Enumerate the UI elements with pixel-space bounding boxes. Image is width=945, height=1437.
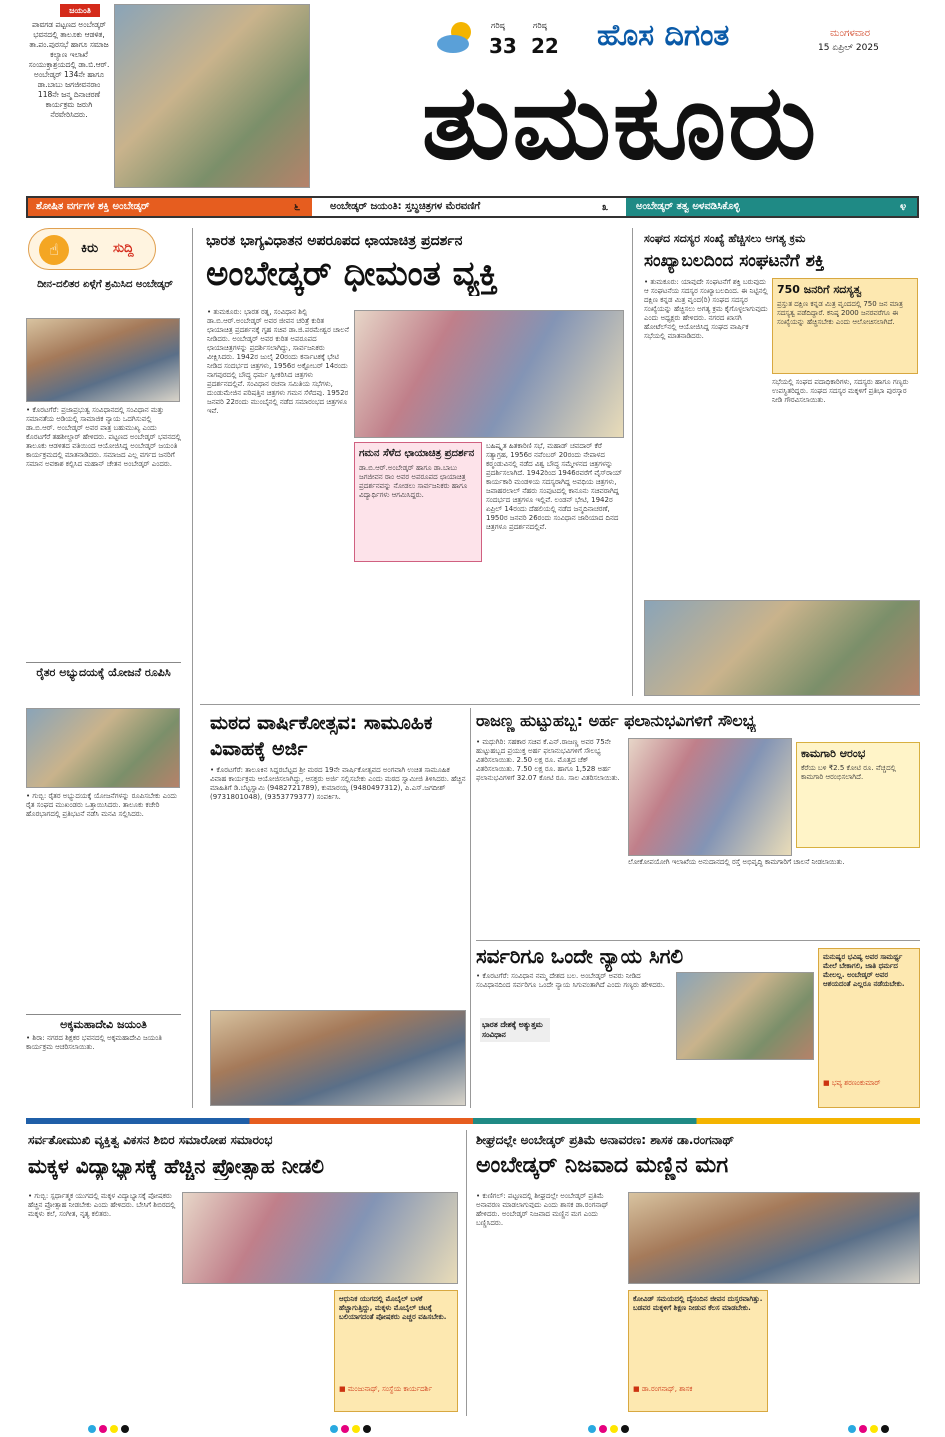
kirusuddi-b2: • ಗುಬ್ಬಿ: ರೈತರ ಅಭ್ಯುದಯಕ್ಕೆ ಯೋಜನೆಗಳನ್ನು ರೂಪಿಸಬೇಕು ಎಂದು ರೈತ ಸಂಘದ ಮುಖಂಡರು ಒತ್ತಾಯಿಸಿದರು. ತಾಲೂಕು ಕಚೇರಿ ಹೊರಭಾಗದಲ್ಲಿ ಪ್ರತಿಭಟನೆ ನಡೆಸಿ ಮನವಿ ಸಲ್ಲಿಸಿದರು. xyxy=(26,792,177,818)
kirusuddi-logo xyxy=(28,228,156,270)
school-headline: ಮಕ್ಕಳ ವಿದ್ಯಾಭ್ಯಾಸಕ್ಕೆ ಹೆಚ್ಚಿನ ಪ್ರೋತ್ಸಾಹ ನೀಡಲಿ xyxy=(28,1154,325,1178)
school-box-by: ■ ಮಂಜುನಾಥ್, ಸಂಸ್ಥೆಯ ಕಾರ್ಯದರ್ಶಿ xyxy=(339,1385,433,1393)
temp-min: 22 xyxy=(531,34,559,58)
right-headline: ಸಂಖ್ಯಾಬಲದಿಂದ ಸಂಘಟನೆಗೆ ಶಕ್ತಿ xyxy=(644,251,825,271)
main-box-body: ಡಾ.ಬಿ.ಆರ್.ಅಂಬೇಡ್ಕರ್ ಹಾಗೂ ಡಾ.ಬಾಬು ಜಗಜೀವನ ರಾಂ ಅವರ ಅಪರೂಪದ ಛಾಯಾಚಿತ್ರ ಪ್ರದರ್ಶನವನ್ನು ನೋಡಲು ಸಾರ್ವಜನಿಕರು ಹಾಗೂ ವಿದ್ಯಾರ್ಥಿಗಳು ಆಗಮಿಸಿದ್ದರು. xyxy=(359,464,468,499)
statue-headline: ಅಂಬೇಡ್ಕರ್ ನಿಜವಾದ ಮಣ್ಣಿನ ಮಗ xyxy=(476,1153,729,1178)
right-photo xyxy=(644,600,920,696)
nyaya-quote-by: ■ ಭವ್ಯ ಶರಣಂಕುಮಾರ್ xyxy=(823,1079,881,1087)
main-body: • ತುಮಕೂರು: ಭಾರತ ರತ್ನ, ಸಂವಿಧಾನ ಶಿಲ್ಪಿ ಡಾ.ಬಿ.ಆರ್.ಅಂಬೇಡ್ಕರ್ ಅವರ ಜೀವನ ಚರಿತ್ರೆ ಕುರಿತ ಛಾಯಾಚಿತ್ರ ಪ್ರದರ್ಶನಕ್ಕೆ ಗೃಹ ಸಚಿವ ಡಾ.ಜಿ.ಪರಮೇಶ್ವರ ಚಾಲನೆ ನೀಡಿದರು. ಅಂಬೇಡ್ಕರ್ ಅವರ ಕುರಿತ ಅಪರೂಪದ ಛಾಯಾಚಿತ್ರಗಳನ್ನು ಪ್ರದರ್ಶಿಸಲಾಗಿದ್ದು, ಸಾರ್ವಜನಿಕರು ವೀಕ್ಷಿಸಿದರು. 1942ರ ಜುಲೈ 20ರಂದು ಕರ್ನಾಟಕಕ್ಕೆ ಭೇಟಿ ನೀಡಿದ ಸಂದರ್ಭದ ಚಿತ್ರಗಳು, 1956ರ ಅಕ್ಟೋಬರ್ 14ರಂದು ನಾಗಪುರದಲ್ಲಿ ಬೌದ್ಧ ಧರ್ಮ ಸ್ವೀಕರಿಸಿದ ಚಿತ್ರಗಳು ಪ್ರದರ್ಶನದಲ್ಲಿವೆ. ಸಂವಿಧಾನ ರಚನಾ ಸಮಿತಿಯ ಸಭೆಗಳು, ದುಂಡುಮೇಜಿನ ಪರಿಷತ್ತಿನ ಚಿತ್ರಗಳು ಗಮನ ಸೆಳೆದವು. 1952ರ ಜನವರಿ 22ರಂದು ಮುಂಬೈನಲ್ಲಿ ನಡೆದ ಸಮಾರಂಭದ ಚಿತ್ರಗಳೂ ಇವೆ. xyxy=(207,308,349,415)
registration-dots-mid xyxy=(330,1418,374,1437)
nav-bar xyxy=(26,196,919,218)
main-box-title: ಗಮನ ಸೆಳೆದ ಛಾಯಾಚಿತ್ರ ಪ್ರದರ್ಶನ xyxy=(359,448,475,459)
right-box-body: ಪ್ರಸ್ತುತ ದಕ್ಷಿಣ ಕನ್ನಡ ಮಿತ್ರ ವೃಂದದಲ್ಲಿ 750 ಜನ ಮಾತ್ರ ಸದಸ್ಯತ್ವ ಪಡೆದಿದ್ದಾರೆ. ಕನಿಷ್ಠ 2000 ಜನರವರೆಗೂ ಈ ಸಂಖ್ಯೆಯನ್ನು ಹೆಚ್ಚಿಸಬೇಕು ಎಂದು ಆಲೋಚಿಸಲಾಗಿದೆ. xyxy=(777,300,903,326)
registration-dots-left xyxy=(88,1418,132,1437)
nav-item-1-page: ೬ xyxy=(294,200,301,213)
nyaya-photo xyxy=(676,972,814,1060)
kirusuddi-b1: • ಕೊರಟಗೆರೆ: ಪ್ರಜಾಪ್ರಭುತ್ವ ಸಂವಿಧಾನದಲ್ಲಿ ಸಂವಿಧಾನ ಮತ್ತು ಸಮಾನತೆಯ ಅಡಿಯಲ್ಲಿ ಸಾಮಾಜಿಕ ನ್ಯಾಯ ಒದಗಿಸುವಲ್ಲಿ ಡಾ.ಬಿ.ಆರ್. ಅಂಬೇಡ್ಕರ್ ಅವರ ಪಾತ್ರ ಬಹುಮುಖ್ಯ ಎಂದು ಕೊರಟಗೆರೆ ತಹಶೀಲ್ದಾರ್ ಹೇಳಿದರು. ಪಟ್ಟಣದ ಅಂಬೇಡ್ಕರ್ ಭವನದಲ್ಲಿ ತಾಲೂಕು ಆಡಳಿತದ ವತಿಯಿಂದ ಆಯೋಜಿಸಿದ್ದ ಅಂಬೇಡ್ಕರ್ ಜಯಂತಿ ಕಾರ್ಯಕ್ರಮದಲ್ಲಿ ಮಾತನಾಡಿದರು. ಸಮಾಜದ ಎಲ್ಲ ವರ್ಗದ ಜನರಿಗೆ ಸಮಾನ ಅವಕಾಶ ಕಲ್ಪಿಸಿದ ಮಹಾನ್ ಚೇತನ ಅಂಬೇಡ್ಕರ್ ಎಂದರು. xyxy=(26,406,181,468)
kirusuddi-h2: ರೈತರ ಅಭ್ಯುದಯಕ್ಕೆ ಯೋಜನೆ ರೂಪಿಸಿ xyxy=(26,662,181,680)
registration-dots-far-right xyxy=(848,1418,892,1437)
main-headline: ಅಂಬೇಡ್ಕರ್ ಧೀಮಂತ ವ್ಯಕ್ತಿ xyxy=(206,254,498,294)
temp-max: 33 xyxy=(489,34,517,58)
row-rule-1 xyxy=(200,704,920,705)
main-body-2: ಬಹಿಷ್ಕೃತ ಹಿತಕಾರಿಣಿ ಸಭೆ, ಮಹಾಡ್ ಚವದಾರ್ ಕೆರೆ ಸತ್ಯಾಗ್ರಹ, 1956ರ ನವೆಂಬರ್ 20ರಂದು ನೇಪಾಳದ ಕಠ್ಮಂಡುವಿನಲ್ಲಿ ನಡೆದ ವಿಶ್ವ ಬೌದ್ಧ ಸಮ್ಮೇಳನದ ಚಿತ್ರಗಳನ್ನು ಪ್ರದರ್ಶಿಸಲಾಗಿದೆ. 1942ರಿಂದ 1946ರವರೆಗೆ ವೈಸ್‌ರಾಯ್ ಕಾರ್ಯಕಾರಿ ಮಂಡಳಿಯ ಸದಸ್ಯರಾಗಿದ್ದ ಅವಧಿಯ ಚಿತ್ರಗಳು, ಜವಾಹರಲಾಲ್ ನೆಹರು ಸಂಪುಟದಲ್ಲಿ ಕಾನೂನು ಸಚಿವರಾಗಿದ್ದ ಸಂದರ್ಭದ ಚಿತ್ರಗಳೂ ಇಲ್ಲಿವೆ. ಲಂಡನ್ ಭೇಟಿ, 1942ರ ಏಪ್ರಿಲ್ 14ರಂದು ದೆಹಲಿಯಲ್ಲಿ ನಡೆದ ಜನ್ಮದಿನಾಚರಣೆ, 1950ರ ಜನವರಿ 26ರಂದು ಸಂವಿಧಾನ ಜಾರಿಯಾದ ದಿನದ ಚಿತ್ರಗಳೂ ಪ್ರದರ್ಶನದಲ್ಲಿವೆ. xyxy=(486,442,623,531)
paper-name: ಹೊಸ ದಿಗಂತ xyxy=(597,18,730,53)
nyaya-quote: ಮನುಷ್ಯರ ಭವಿಷ್ಯ ಅವರ ಸಾಮರ್ಥ್ಯ ಮೇಲೆ ಬೇಕಾಗಲಿ, ಜಾತಿ ಧರ್ಮದ ಮೇಲಲ್ಲ. ಅಂಬೇಡ್ಕರ್ ಅವರ ಆಶಯದಂತೆ ಎಲ್ಲರೂ ನಡೆಯಬೇಕು. xyxy=(823,953,905,988)
kirusuddi-b3: • ಶಿರಾ: ನಗರದ ಶಿಕ್ಷಕರ ಭವನದಲ್ಲಿ ಅಕ್ಕಮಹಾದೇವಿ ಜಯಂತಿ ಕಾರ್ಯಕ್ರಮ ಆಚರಿಸಲಾಯಿತು. xyxy=(26,1034,162,1051)
right-box-title: 750 ಜನರಿಗೆ ಸದಸ್ಯತ್ವ xyxy=(777,283,862,296)
color-separator xyxy=(26,1118,920,1124)
nav-item-3-page: ೪ xyxy=(900,200,907,213)
rajanna-info-box xyxy=(796,742,920,848)
city-title: ತುಮಕೂರು xyxy=(421,61,819,183)
rajanna-box-title: ಕಾಮಗಾರಿ ಆರಂಭ xyxy=(801,747,866,760)
kirusuddi-photo-1 xyxy=(26,318,180,402)
weather-icon xyxy=(435,18,483,56)
nyaya-headline: ಸರ್ವರಿಗೂ ಒಂದೇ ನ್ಯಾಯ ಸಿಗಲಿ xyxy=(476,940,920,969)
nav-item-1[interactable]: ಶೋಷಿತ ವರ್ಗಗಳ ಶಕ್ತಿ ಅಂಬೇಡ್ಕರ್ xyxy=(28,198,312,216)
statue-photo xyxy=(628,1192,920,1284)
statue-info-box xyxy=(628,1290,768,1412)
right-body-2: ಸಭೆಯಲ್ಲಿ ಸಂಘದ ಪದಾಧಿಕಾರಿಗಳು, ಸದಸ್ಯರು ಹಾಗೂ ಗಣ್ಯರು ಉಪಸ್ಥಿತರಿದ್ದರು. ಸಂಘದ ಸದಸ್ಯರ ಮಕ್ಕಳಿಗೆ ಪ್ರತಿಭಾ ಪುರಸ್ಕಾರ ನೀಡಿ ಗೌರವಿಸಲಾಯಿತು. xyxy=(772,378,909,404)
main-info-box xyxy=(354,442,482,562)
kirusuddi-h3: ಅಕ್ಕಮಹಾದೇವಿ ಜಯಂತಿ xyxy=(26,1014,181,1032)
statue-box-body: ಕೋವಿಡ್ ಸಮಯದಲ್ಲಿ ದೈನಂದಿನ ಜೀವನ ದುಸ್ತರವಾಗಿತ್ತು. ಬಡವರ ಮಕ್ಕಳಿಗೆ ಶಿಕ್ಷಣ ನೀಡುವ ಕೆಲಸ ಮಾಡಬೇಕು. xyxy=(633,1295,763,1312)
column-rule-bottom xyxy=(466,1130,467,1416)
school-body: • ಗುಬ್ಬಿ: ಸ್ಪರ್ಧಾತ್ಮಕ ಯುಗದಲ್ಲಿ ಮಕ್ಕಳ ವಿದ್ಯಾಭ್ಯಾಸಕ್ಕೆ ಪೋಷಕರು ಹೆಚ್ಚಿನ ಪ್ರೋತ್ಸಾಹ ನೀಡಬೇಕು ಎಂದು ಹೇಳಿದರು. ಬೇಸಿಗೆ ಶಿಬಿರದಲ್ಲಿ ಮಕ್ಕಳು ಕಲೆ, ಸಂಗೀತ, ನೃತ್ಯ ಕಲಿತರು. xyxy=(28,1192,176,1218)
nyaya-body: • ಕೊರಟಗೆರೆ: ಸಂವಿಧಾನ ನಮ್ಮ ದೇಶದ ಬಲ. ಅಂಬೇಡ್ಕರ್ ಅವರು ನೀಡಿದ ಸಂವಿಧಾನದಿಂದ ಸರ್ವರಿಗೂ ಒಂದೇ ನ್ಯಾಯ ಸಿಗುವಂತಾಗಿದೆ ಎಂದು ಗಣ್ಯರು ಹೇಳಿದರು. xyxy=(476,972,665,989)
temp-max-label: ಗರಿಷ್ಠ xyxy=(491,21,505,30)
mata-body: • ಕೊರಟಗೆರೆ: ತಾಲೂಕಿನ ಸಿದ್ದರಬೆಟ್ಟದ ಶ್ರೀ ಮಠದ 19ನೇ ವಾರ್ಷಿಕೋತ್ಸವದ ಅಂಗವಾಗಿ ಉಚಿತ ಸಾಮೂಹಿಕ ವಿವಾಹ ಕಾರ್ಯಕ್ರಮ ಆಯೋಜಿಸಲಾಗಿದ್ದು, ಆಸಕ್ತರು ಅರ್ಜಿ ಸಲ್ಲಿಸಬೇಕು ಎಂದು ಮಠದ ಸ್ವಾಮೀಜಿ ತಿಳಿಸಿದರು. ಹೆಚ್ಚಿನ ಮಾಹಿತಿಗೆ ಡಿ.ಬೆಟ್ಟಸ್ವಾಮಿ (9482721789), ಕುಮಾರಯ್ಯ (9480497312), ಪಿ.ಎಸ್.ಜಗದೀಶ್ (9731801048), (9353779377) ಸಂಪರ್ಕಿಸಿ. xyxy=(210,766,466,801)
jayanti-tag: ಜಯಂತಿ xyxy=(60,4,100,17)
kirusuddi-logo-a: ಕಿರು xyxy=(81,241,99,256)
kirusuddi-photo-2 xyxy=(26,708,180,788)
rajanna-body-2: ಲೋಕೋಪಯೋಗಿ ಇಲಾಖೆಯ ಅನುದಾನದಲ್ಲಿ ರಸ್ತೆ ಅಭಿವೃದ್ಧಿ ಕಾಮಗಾರಿಗೆ ಚಾಲನೆ ನೀಡಲಾಯಿತು. xyxy=(628,858,845,866)
nav-item-3[interactable]: ಅಂಬೇಡ್ಕರ್ ತತ್ವ ಅಳವಡಿಸಿಕೊಳ್ಳಿ xyxy=(626,198,917,216)
right-kicker: ಸಂಘದ ಸದಸ್ಯರ ಸಂಖ್ಯೆ ಹೆಚ್ಚಿಸಲು ಅಗತ್ಯ ಕ್ರಮ xyxy=(644,232,806,245)
school-kicker: ಸರ್ವತೋಮುಖಿ ವ್ಯಕ್ತಿತ್ವ ವಿಕಸನ ಶಿಬಿರ ಸಮಾರೋಪ ಸಮಾರಂಭ xyxy=(28,1133,273,1147)
statue-kicker: ಶೀಘ್ರದಲ್ಲೇ ಅಂಬೇಡ್ಕರ್ ಪ್ರತಿಮೆ ಅನಾವರಣ: ಶಾಸಕ ಡಾ.ರಂಗನಾಥ್ xyxy=(476,1133,735,1147)
mata-photo xyxy=(210,1010,466,1106)
top-left-caption: ಪಾವಗಡ ಪಟ್ಟಣದ ಅಂಬೇಡ್ಕರ್ ಭವನದಲ್ಲಿ ತಾಲೂಕು ಆಡಳಿತ, ತಾ.ಪಂ.ಪುರಸಭೆ ಹಾಗೂ ಸಮಾಜ ಕಲ್ಯಾಣ ಇಲಾಖೆ ಸಂಯುಕ್ತಾಶ್ರಯದಲ್ಲಿ ಡಾ.ಬಿ.ಆರ್. ಅಂಬೇಡ್ಕರ್ 134ನೇ ಹಾಗೂ ಡಾ.ಬಾಬು ಜಗಜೀವನರಾಂ 118ನೇ ಜನ್ಮ ದಿನಾಚರಣೆ ಕಾರ್ಯಕ್ರಮ ಜರುಗಿ ನೆರವೇರಿಸಿದರು. xyxy=(28,20,110,119)
nav-item-2[interactable]: ಅಂಬೇಡ್ಕರ್ ಜಯಂತಿ: ಸ್ತಬ್ಧಚಿತ್ರಗಳ ಮೆರವಣಿಗೆ xyxy=(330,201,481,212)
right-body: • ತುಮಕೂರು: ಯಾವುದೇ ಸಂಘಟನೆಗೆ ಶಕ್ತಿ ಬರುವುದು ಆ ಸಂಘಟನೆಯ ಸದಸ್ಯರ ಸಂಖ್ಯಾಬಲದಿಂದ. ಈ ನಿಟ್ಟಿನಲ್ಲಿ ದಕ್ಷಿಣ ಕನ್ನಡ ಮಿತ್ರ ವೃಂದ(ರಿ) ಸಂಘದ ಸದಸ್ಯರ ಸಂಖ್ಯೆಯನ್ನು ಹೆಚ್ಚಿಸಲು ಅಗತ್ಯ ಕ್ರಮ ಕೈಗೊಳ್ಳಲಾಗುವುದು ಎಂದು ಅಧ್ಯಕ್ಷರು ಹೇಳಿದರು. ನಗರದ ಖಾಸಗಿ ಹೋಟೆಲ್‌ನಲ್ಲಿ ಆಯೋಜಿಸಿದ್ದ ಸಂಘದ ವಾರ್ಷಿಕ ಸಭೆಯಲ್ಲಿ ಮಾತನಾಡಿದರು. xyxy=(644,278,768,340)
statue-body: • ಕುಣಿಗಲ್: ಪಟ್ಟಣದಲ್ಲಿ ಶೀಘ್ರದಲ್ಲೇ ಅಂಬೇಡ್ಕರ್ ಪ್ರತಿಮೆ ಅನಾವರಣ ಮಾಡಲಾಗುವುದು ಎಂದು ಶಾಸಕ ಡಾ.ರಂಗನಾಥ್ ಹೇಳಿದರು. ಅಂಬೇಡ್ಕರ್ ನಿಜವಾದ ಮಣ್ಣಿನ ಮಗ ಎಂದು ಬಣ್ಣಿಸಿದರು. xyxy=(476,1192,609,1227)
column-rule-mid xyxy=(632,228,633,696)
rajanna-box-body: ಕೆರೆಯ ಬಳಿ ₹2.5 ಕೋಟಿ ರೂ. ವೆಚ್ಚದಲ್ಲಿ ಕಾಮಗಾರಿ ಆರಂಭಿಸಲಾಗಿದೆ. xyxy=(801,764,896,781)
top-photo xyxy=(114,4,310,188)
registration-dots-right xyxy=(588,1418,632,1437)
rajanna-body: • ಮಧುಗಿರಿ: ಸಹಕಾರ ಸಚಿವ ಕೆ.ಎನ್.ರಾಜಣ್ಣ ಅವರ 75ನೇ ಹುಟ್ಟುಹಬ್ಬದ ಪ್ರಯುಕ್ತ ಅರ್ಹ ಫಲಾನುಭವಿಗಳಿಗೆ ಸೌಲಭ್ಯ ವಿತರಿಸಲಾಯಿತು. 2.50 ಲಕ್ಷ ರೂ. ಮೊತ್ತದ ಚೆಕ್ ವಿತರಿಸಲಾಯಿತು. 7.50 ಲಕ್ಷ ರೂ. ಹಾಗೂ 1,528 ಅರ್ಹ ಫಲಾನುಭವಿಗಳಿಗೆ 32.07 ಕೋಟಿ ರೂ. ಸಾಲ ವಿತರಿಸಲಾಯಿತು. xyxy=(476,738,620,782)
mata-headline: ಮಠದ ವಾರ್ಷಿಕೋತ್ಸವ: ಸಾಮೂಹಿಕ ವಿವಾಹಕ್ಕೆ ಅರ್ಜಿ xyxy=(210,712,433,760)
main-photo xyxy=(354,310,624,438)
main-kicker: ಭಾರತ ಭಾಗ್ಯವಿಧಾತನ ಅಪರೂಪದ ಛಾಯಾಚಿತ್ರ ಪ್ರದರ್ಶನ xyxy=(206,233,463,249)
right-info-box xyxy=(772,278,918,374)
kirusuddi-logo-b: ಸುದ್ದಿ xyxy=(113,241,134,256)
school-box-body: ಆಧುನಿಕ ಯುಗದಲ್ಲಿ ಮೊಬೈಲ್ ಬಳಕೆ ಹೆಚ್ಚಾಗುತ್ತಿದ್ದು, ಮಕ್ಕಳು ಮೊಬೈಲ್ ಚಟಕ್ಕೆ ಬಲಿಯಾಗದಂತೆ ಪೋಷಕರು ಎಚ್ಚರ ವಹಿಸಬೇಕು. xyxy=(339,1295,447,1321)
column-rule-left xyxy=(192,228,193,1108)
rajanna-headline: ರಾಜಣ್ಣ ಹುಟ್ಟುಹಬ್ಬ: ಅರ್ಹ ಫಲಾನುಭವಿಗಳಿಗೆ ಸೌಲಭ್ಯ xyxy=(476,711,756,730)
hand-icon: ☝ xyxy=(39,235,69,265)
column-rule-mid-2 xyxy=(470,708,471,1108)
nyaya-quote-box xyxy=(818,948,920,1108)
school-info-box xyxy=(334,1290,458,1412)
issue-day: ಮಂಗಳವಾರ xyxy=(830,28,871,39)
school-photo xyxy=(182,1192,458,1284)
statue-box-by: ■ ಡಾ.ರಂಗನಾಥ್, ಶಾಸಕ xyxy=(633,1385,693,1393)
kirusuddi-h1: ದೀನ-ದಲಿತರ ಏಳ್ಗೆಗೆ ಶ್ರಮಿಸಿದ ಅಂಬೇಡ್ಕರ್ xyxy=(37,279,173,290)
nyaya-quote-title: ಭಾರತ ದೇಶಕ್ಕೆ ಅತ್ಯುತ್ತಮ ಸಂವಿಧಾನ xyxy=(480,1018,550,1042)
nav-item-2-page: ೩ xyxy=(602,200,609,213)
issue-date: 15 ಏಪ್ರಿಲ್ 2025 xyxy=(818,43,879,53)
rajanna-photo xyxy=(628,738,792,856)
temp-min-label: ಗರಿಷ್ಠ xyxy=(533,21,547,30)
